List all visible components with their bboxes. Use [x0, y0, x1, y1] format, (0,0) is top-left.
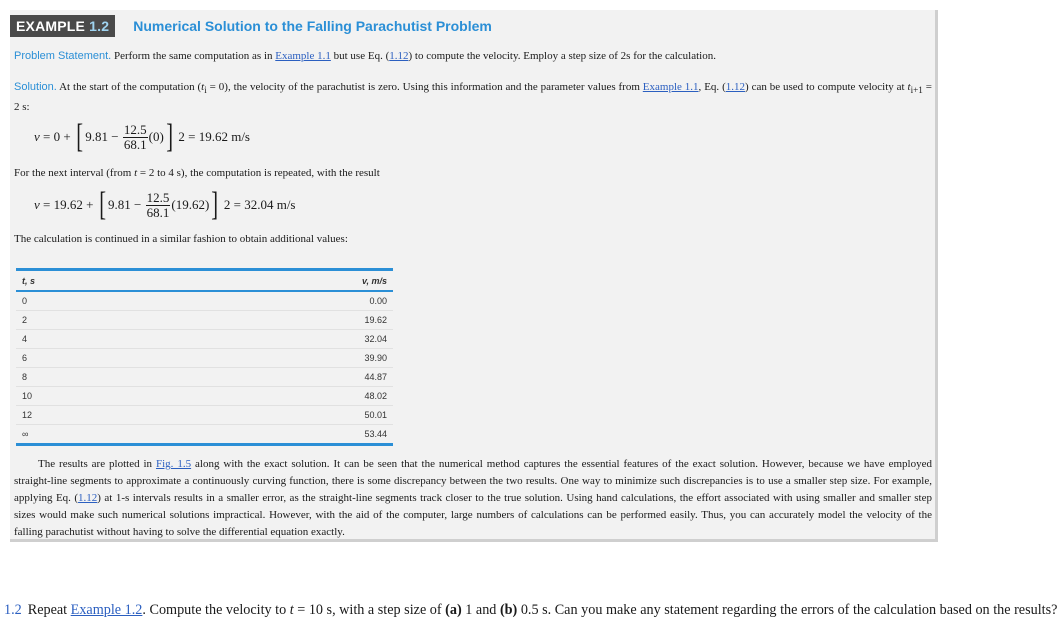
fraction: $\frac{12.5}{68.1}$	[146, 189, 170, 220]
table-row: 8 44.87	[16, 368, 393, 387]
solution-paragraph: Solution. At the start of the computation $(t_i = 0)$, the velocity of the parachutist is zero. Using this information and the parameter values from Example 1.1, Eq. (1.12) can be used to compute velocity at $t_{i+1} = 2$ s:	[14, 81, 932, 114]
exercise-number: 1.2	[4, 602, 22, 618]
table-row: 6 39.90	[16, 349, 393, 368]
example-box	[10, 10, 938, 542]
example-header	[10, 14, 492, 38]
problem-statement: Problem Statement. Perform the same computation as in Example 1.1 but use Eq. (1.12) to compute the velocity. Employ a step size of 2s for the calculation.	[14, 50, 716, 62]
results-paragraph: The results are plotted in Fig. 1.5 along with the exact solution. It can be seen that the numerical method captures the essential features of the exact solution. However, because we have employed straight-line segments to approximate a continuously curving function, there is some discrepancy between the two results. One way to minimize such discrepancies is to use a smaller step size. For example, applying Eq. (1.12) at 1-s intervals results in a smaller error, as the straight-line segments track closer to the true solution. Using hand calculations, the effort associated with using smaller and smaller step sizes would make such numerical solutions impractical. However, with the aid of the computer, large numbers of calculations can be performed easily. Thus, you can accurately model the velocity of the falling parachutist without having to solve the differential equation exactly.	[14, 458, 932, 538]
next-interval-text: For the next interval (from t = 2 to 4 s), the computation is repeated, with the result	[14, 167, 380, 179]
right-bracket: ]	[166, 118, 173, 155]
exercise-problem: 1.2 Repeat Example 1.2. Compute the velocity to t = 10 s, with a step size of (a) 1 and (b) 0.5 s. Can you make any statement regarding the errors of the calculation based on the results?	[4, 602, 1057, 618]
left-bracket: [	[98, 186, 106, 223]
table-row: 2 19.62	[16, 311, 393, 330]
equation-2: v = 19.62 + [ 9.81 − $\frac{12.5}{68.1}$ (19.62) ] 2 = 32.04 m/s	[34, 186, 296, 223]
right-bracket: ]	[211, 186, 219, 223]
eq-1-12-link[interactable]: 1.12	[725, 81, 745, 93]
table-row: 10 48.02	[16, 387, 393, 406]
eq-1-12-link[interactable]: 1.12	[78, 492, 98, 504]
continued-text: The calculation is continued in a similar fashion to obtain additional values:	[14, 233, 348, 245]
table-row: 4 32.04	[16, 330, 393, 349]
eq-1-12-link[interactable]: 1.12	[389, 50, 409, 62]
example-1-2-link[interactable]: Example 1.2	[70, 602, 143, 618]
table-row: 12 50.01	[16, 406, 393, 425]
fraction: $\frac{12.5}{68.1}$	[123, 121, 147, 152]
example-1-1-link[interactable]: Example 1.1	[642, 81, 699, 93]
left-bracket: [	[76, 118, 84, 155]
equation-1: v = 0 + [ 9.81 − $\frac{12.5}{68.1}$ (0) ] 2 = 19.62 m/s	[34, 118, 250, 155]
example-1-1-link[interactable]: Example 1.1	[275, 50, 331, 62]
example-label: EXAMPLE 1.2	[10, 15, 115, 37]
column-header-v: v, m/s	[168, 270, 393, 292]
fig-1-5-link[interactable]: Fig. 1.5	[155, 458, 192, 470]
column-header-t: t, s	[16, 270, 168, 292]
results-table	[16, 268, 393, 446]
table-row: 0 0.00	[16, 291, 393, 311]
table-row: ∞ 53.44	[16, 425, 393, 445]
example-title: Numerical Solution to the Falling Parachutist Problem	[133, 18, 492, 34]
